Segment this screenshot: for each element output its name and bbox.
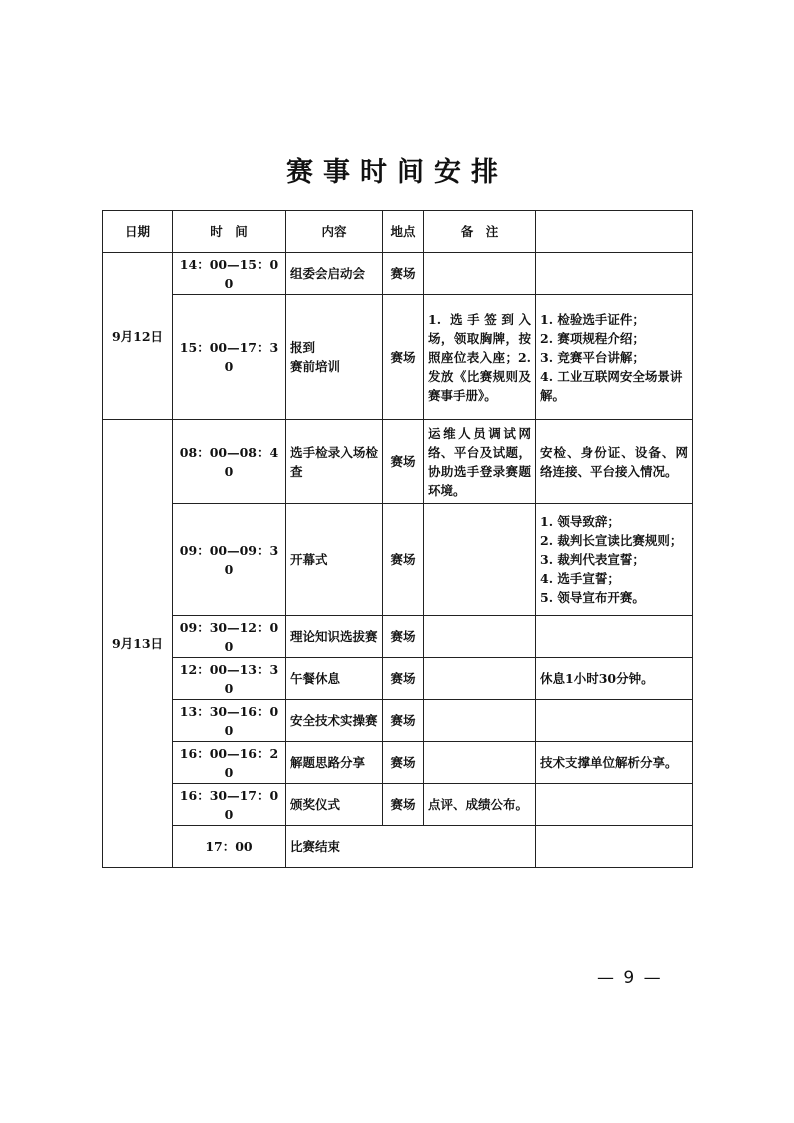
content-cell: 选手检录入场检查 [286, 420, 383, 504]
remark-cell: 运维人员调试网络、平台及试题，协助选手登录赛题环境。 [424, 420, 536, 504]
header-time: 时 间 [173, 211, 286, 253]
content-cell: 报到 赛前培训 [286, 295, 383, 420]
place-cell: 赛场 [383, 253, 424, 295]
extra-cell: 1. 检验选手证件； 2. 赛项规程介绍； 3. 竞赛平台讲解； 4. 工业互联网安全场景讲解。 [536, 295, 693, 420]
time-cell: 09：00—09：30 [173, 504, 286, 616]
time-cell: 16：00—16：20 [173, 742, 286, 784]
place-cell: 赛场 [383, 700, 424, 742]
table-row [103, 616, 693, 658]
content-cell: 组委会启动会 [286, 253, 383, 295]
remark-cell [424, 742, 536, 784]
remark-cell [424, 616, 536, 658]
extra-cell: 休息1小时30分钟。 [536, 658, 693, 700]
time-cell: 15：00—17：30 [173, 295, 286, 420]
time-cell: 09：30—12：00 [173, 616, 286, 658]
content-cell: 理论知识选拔赛 [286, 616, 383, 658]
table-row [103, 420, 693, 504]
table-row [103, 700, 693, 742]
remark-cell: 点评、成绩公布。 [424, 784, 536, 826]
content-cell: 午餐休息 [286, 658, 383, 700]
header-remark: 备 注 [424, 211, 536, 253]
table-header-row [103, 211, 693, 253]
page-number: — 9 — [597, 968, 663, 988]
extra-cell: 安检、身份证、设备、网络连接、平台接入情况。 [536, 420, 693, 504]
extra-cell [536, 826, 693, 868]
place-cell: 赛场 [383, 504, 424, 616]
date-cell: 9月13日 [103, 420, 173, 868]
place-cell: 赛场 [383, 295, 424, 420]
time-cell: 08：00—08：40 [173, 420, 286, 504]
remark-cell [424, 253, 536, 295]
extra-cell [536, 700, 693, 742]
remark-cell [424, 700, 536, 742]
remark-cell: 1. 选手签到入场，领取胸牌，按照座位表入座；2. 发放《比赛规则及赛事手册》。 [424, 295, 536, 420]
table-row [103, 658, 693, 700]
time-cell: 13：30—16：00 [173, 700, 286, 742]
time-cell: 17：00 [173, 826, 286, 868]
extra-cell [536, 784, 693, 826]
time-cell: 16：30—17：00 [173, 784, 286, 826]
header-content: 内容 [286, 211, 383, 253]
header-place: 地点 [383, 211, 424, 253]
remark-cell [424, 658, 536, 700]
extra-cell: 技术支撑单位解析分享。 [536, 742, 693, 784]
header-extra [536, 211, 693, 253]
header-date: 日期 [103, 211, 173, 253]
place-cell: 赛场 [383, 616, 424, 658]
schedule-table [102, 210, 693, 868]
place-cell: 赛场 [383, 784, 424, 826]
table-row [103, 253, 693, 295]
date-cell: 9月12日 [103, 253, 173, 420]
time-cell: 12：00—13：30 [173, 658, 286, 700]
table-row [103, 504, 693, 616]
time-cell: 14：00—15：00 [173, 253, 286, 295]
content-cell: 比赛结束 [286, 826, 536, 868]
extra-cell [536, 616, 693, 658]
table-row [103, 742, 693, 784]
page-title: 赛事时间安排 [286, 157, 508, 188]
content-cell: 解题思路分享 [286, 742, 383, 784]
place-cell: 赛场 [383, 742, 424, 784]
table-row [103, 295, 693, 420]
table-row [103, 784, 693, 826]
place-cell: 赛场 [383, 658, 424, 700]
content-cell: 开幕式 [286, 504, 383, 616]
place-cell: 赛场 [383, 420, 424, 504]
content-cell: 颁奖仪式 [286, 784, 383, 826]
remark-cell [424, 504, 536, 616]
extra-cell [536, 253, 693, 295]
extra-cell: 1. 领导致辞； 2. 裁判长宣读比赛规则； 3. 裁判代表宣誓； 4. 选手宣誓； 5. 领导宣布开赛。 [536, 504, 693, 616]
content-cell: 安全技术实操赛 [286, 700, 383, 742]
table-row [103, 826, 693, 868]
